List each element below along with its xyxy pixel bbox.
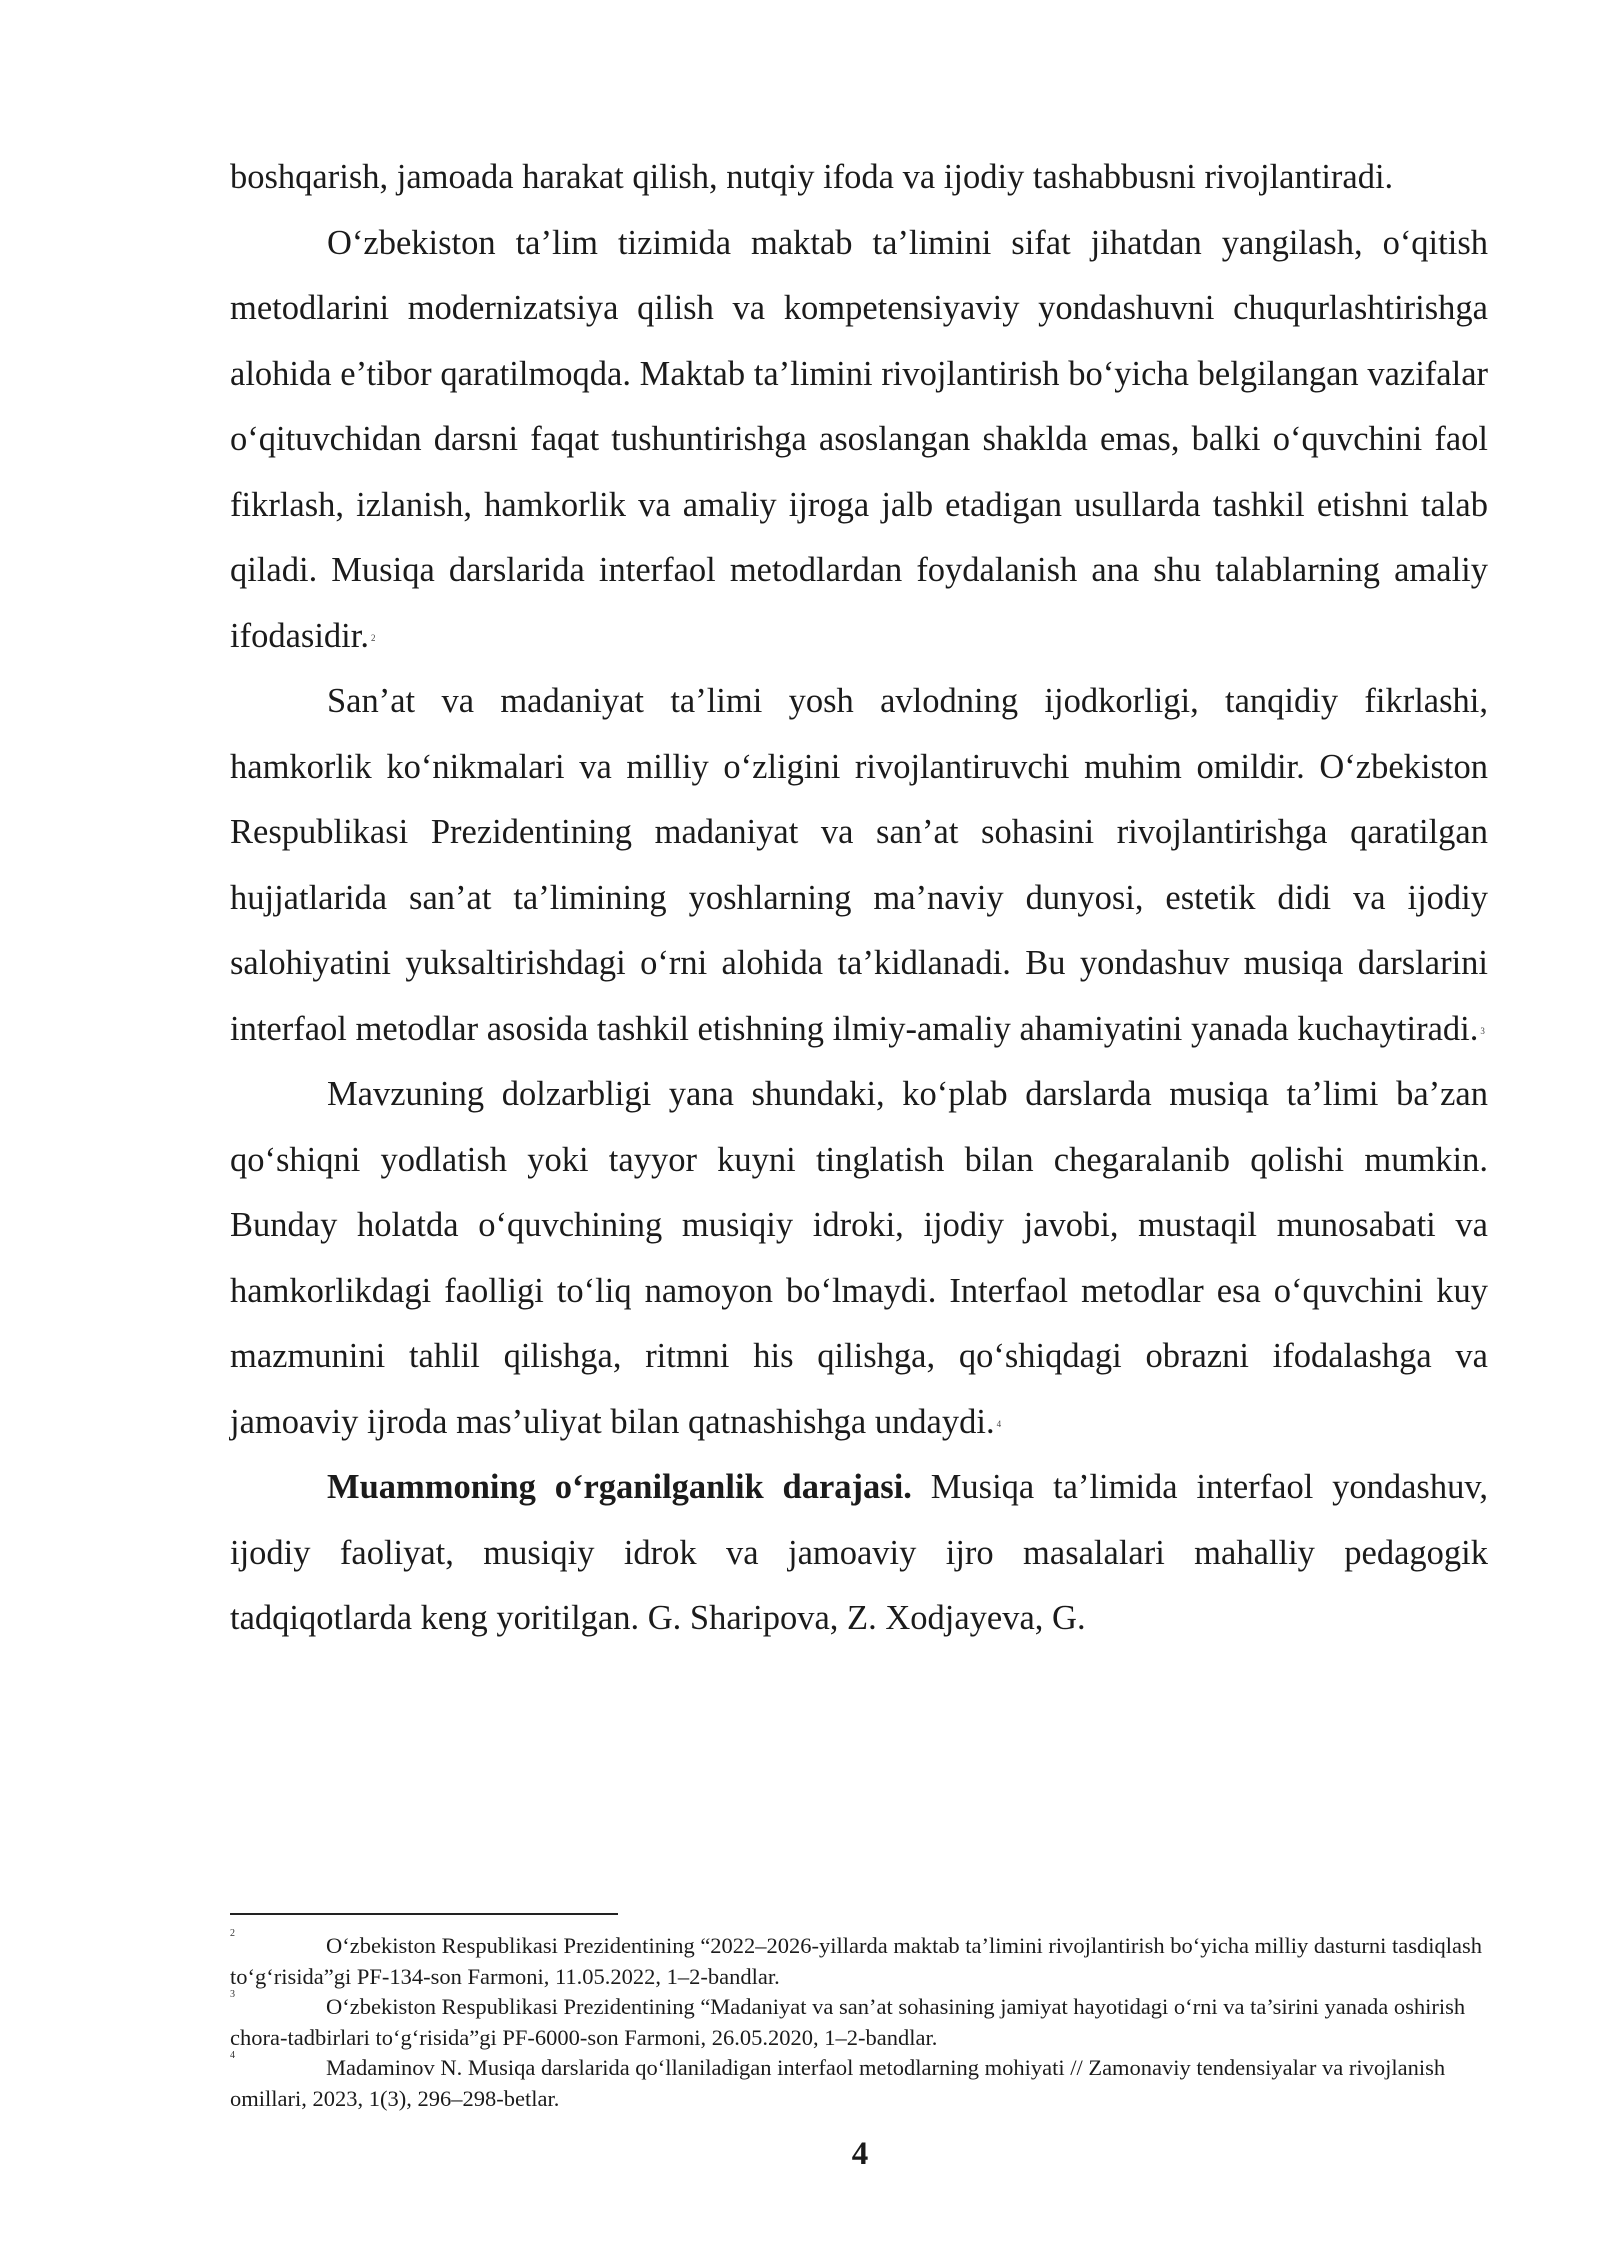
footnote-text: Madaminov N. Musiqa darslarida qo‘llaniladigan interfaol metodlarning mohiyati // Zamonaviy tendensiyalar va rivojlanish omillari, 2023, 1(3), 296–298-betlar. <box>230 2055 1446 2111</box>
footnote-text: O‘zbekiston Respublikasi Prezidentining “2022–2026-yillarda maktab ta’limini rivojlantirish bo‘yicha milliy dasturni tasdiqlash to‘g‘risida”gi PF-134-son Farmoni, 11.05.2022, 1–2-bandlar. <box>230 1933 1483 1989</box>
paragraph-text: O‘zbekiston ta’lim tizimida maktab ta’limini sifat jihatdan yangilash, o‘qitish metodlarini modernizatsiya qilish va kompetensiyaviy yondashuvni chuqurlashtirishga alohida e’tibor qaratilmoqda. Maktab ta’limini rivojlantirish bo‘yicha belgilangan vazifalar o‘qituvchidan darsni faqat tushuntirishga asoslangan shaklda emas, balki o‘quvchini faol fikrlash, izlanish, hamkorlik va amaliy ijroga jalb etadigan usullarda tashkil etishni talab qiladi. Musiqa darslarida interfaol metodlardan foydalanish ana shu talablarning amaliy ifodasidir. <box>230 223 1488 655</box>
footnote-number: 4 <box>230 2050 235 2061</box>
footnote <box>230 1989 1488 2053</box>
footnote-reference[interactable]: 3 <box>1480 1025 1485 1036</box>
footnote-reference[interactable]: 2 <box>370 632 376 643</box>
paragraph <box>230 211 1488 670</box>
paragraph-text: boshqarish, jamoada harakat qilish, nutqiy ifoda va ijodiy tashabbusni rivojlantiradi. <box>230 158 1394 196</box>
paragraph-text: Musiqa ta’limida interfaol yondashuv, ijodiy faoliyat, musiqiy idrok va jamoaviy ijro masalalari mahalliy pedagogik tadqiqotlarda keng yoritilgan. G. Sharipova, Z. Xodjayeva, G. <box>230 1468 1488 1637</box>
section-heading-inline: Muammoning o‘rganilganlik darajasi. <box>327 1468 912 1506</box>
paragraph-text: San’at va madaniyat ta’limi yosh avlodning ijodkorligi, tanqidiy fikrlashi, hamkorlik ko‘nikmalari va milliy o‘zligini rivojlantiruvchi muhim omildir. O‘zbekiston Respublikasi Prezidentining madaniyat va san’at sohasini rivojlantirishga qaratilgan hujjatlarida san’at ta’limining yoshlarning ma’naviy dunyosi, estetik didi va ijodiy salohiyatini yuksaltirishdagi o‘rni alohida ta’kidlanadi. Bu yondashuv musiqa darslarini interfaol metodlar asosida tashkil etishning ilmiy-amaliy ahamiyatini yanada kuchaytiradi. <box>230 682 1488 1048</box>
footnote-reference[interactable]: 4 <box>996 1418 1002 1429</box>
footnote-number: 2 <box>230 1928 235 1939</box>
footnote <box>230 1928 1488 1992</box>
footnote-separator <box>230 1913 618 1915</box>
body-text <box>230 145 1488 1652</box>
footnote <box>230 2050 1488 2114</box>
page-number: 4 <box>851 2136 869 2172</box>
paragraph <box>230 1062 1488 1455</box>
footnote-text: O‘zbekiston Respublikasi Prezidentining “Madaniyat va san’at sohasining jamiyat hayotidagi o‘rni va ta’sirini yanada oshirish chora-tadbirlari to‘g‘risida”gi PF-6000-son Farmoni, 26.05.2020, 1–2-bandlar. <box>230 1994 1466 2050</box>
paragraph <box>230 145 1488 211</box>
paragraph <box>230 1455 1488 1652</box>
footnotes <box>230 1928 1488 2114</box>
paragraph <box>230 669 1488 1062</box>
footnote-number: 3 <box>230 1989 235 2000</box>
paragraph-text: Mavzuning dolzarbligi yana shundaki, ko‘plab darslarda musiqa ta’limi ba’zan qo‘shiqni yodlatish yoki tayyor kuyni tinglatish bilan chegaralanib qolishi mumkin. Bunday holatda o‘quvchining musiqiy idroki, ijodiy javobi, mustaqil munosabati va hamkorlikdagi faolligi to‘liq namoyon bo‘lmaydi. Interfaol metodlar esa o‘quvchini kuy mazmunini tahlil qilishga, ritmni his qilishga, qo‘shiqdagi obrazni ifodalashga va jamoaviy ijroda mas’uliyat bilan qatnashishga undaydi. <box>230 1075 1488 1441</box>
